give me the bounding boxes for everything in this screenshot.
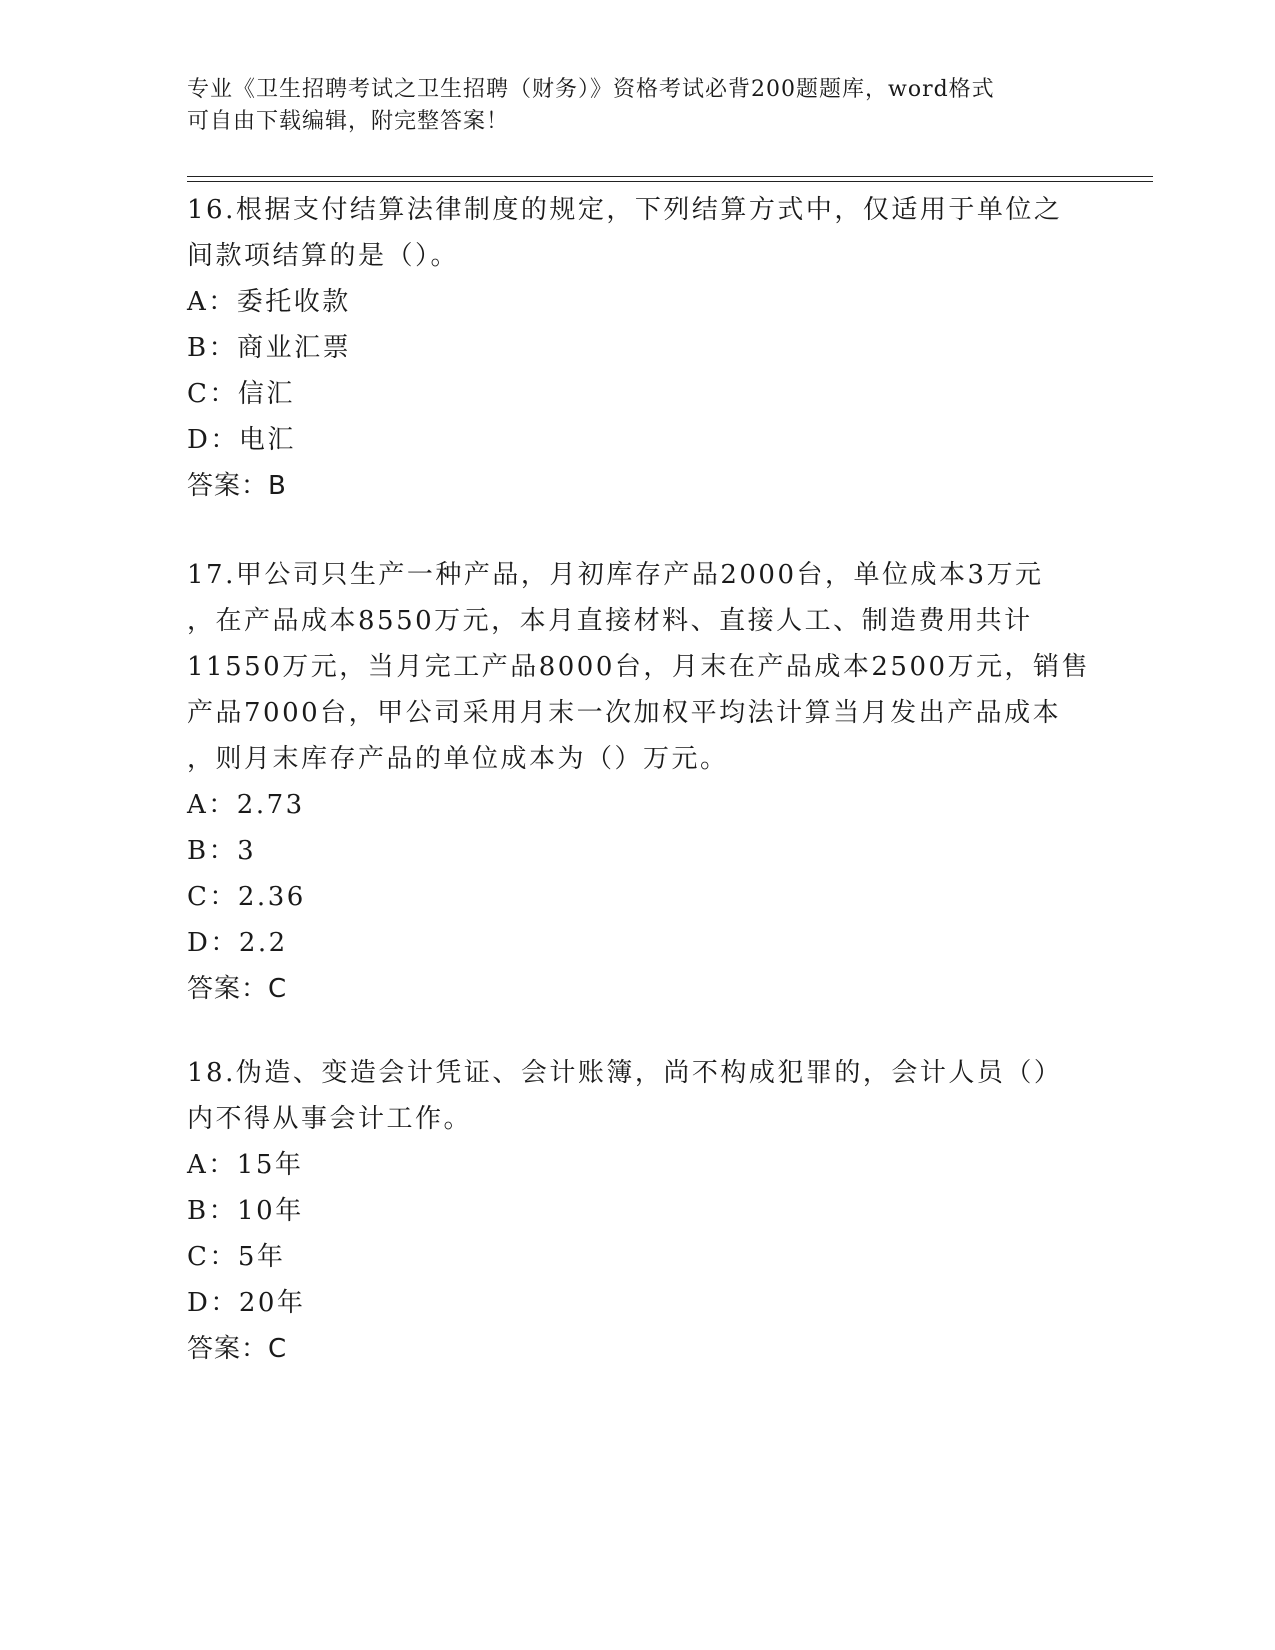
document-header xyxy=(187,74,1067,138)
question-text xyxy=(187,552,1091,782)
option-d: D：电汇 xyxy=(187,425,296,455)
option-a: A：委托收款 xyxy=(187,287,351,317)
question-text-line: 18.伪造、变造会计凭证、会计账簿，尚不构成犯罪的，会计人员（） xyxy=(187,1058,1063,1088)
question-text-line: 内不得从事会计工作。 xyxy=(187,1104,473,1134)
option-d: D：20年 xyxy=(187,1288,306,1318)
header-divider-top xyxy=(187,176,1153,177)
question-text-line: 16.根据支付结算法律制度的规定，下列结算方式中，仅适用于单位之 xyxy=(187,195,1063,225)
question-text-line: ，在产品成本8550万元，本月直接材料、直接人工、制造费用共计 xyxy=(187,606,1033,636)
option-c: C：5年 xyxy=(187,1242,286,1272)
header-line-2: 可自由下载编辑，附完整答案！ xyxy=(187,109,510,134)
header-divider-bottom xyxy=(187,181,1153,182)
answer: 答案：C xyxy=(187,974,288,1004)
question-text-line: 间款项结算的是（）。 xyxy=(187,241,460,271)
option-a: A：15年 xyxy=(187,1150,304,1180)
answer: 答案：C xyxy=(187,1334,288,1364)
option-d: D：2.2 xyxy=(187,928,288,958)
option-b: B：商业汇票 xyxy=(187,333,352,363)
question-18 xyxy=(187,1050,1087,1372)
option-b: B：3 xyxy=(187,836,257,866)
header-line-1: 专业《卫生招聘考试之卫生招聘（财务）》资格考试必背200题题库，word格式 xyxy=(187,77,995,102)
question-text-line: 产品7000台，甲公司采用月末一次加权平均法计算当月发出产品成本 xyxy=(187,698,1062,728)
answer: 答案：B xyxy=(187,471,287,501)
option-c: C：信汇 xyxy=(187,379,295,409)
question-text xyxy=(187,187,1087,279)
question-text-line: 11550万元，当月完工产品8000台，月末在产品成本2500万元，销售 xyxy=(187,652,1091,682)
question-text-line: 17.甲公司只生产一种产品，月初库存产品2000台，单位成本3万元 xyxy=(187,560,1044,590)
question-text-line: ，则月末库存产品的单位成本为（）万元。 xyxy=(187,744,729,774)
question-16 xyxy=(187,187,1087,509)
option-a: A：2.73 xyxy=(187,790,305,820)
question-17 xyxy=(187,552,1091,1012)
option-b: B：10年 xyxy=(187,1196,304,1226)
option-c: C：2.36 xyxy=(187,882,306,912)
question-text xyxy=(187,1050,1087,1142)
